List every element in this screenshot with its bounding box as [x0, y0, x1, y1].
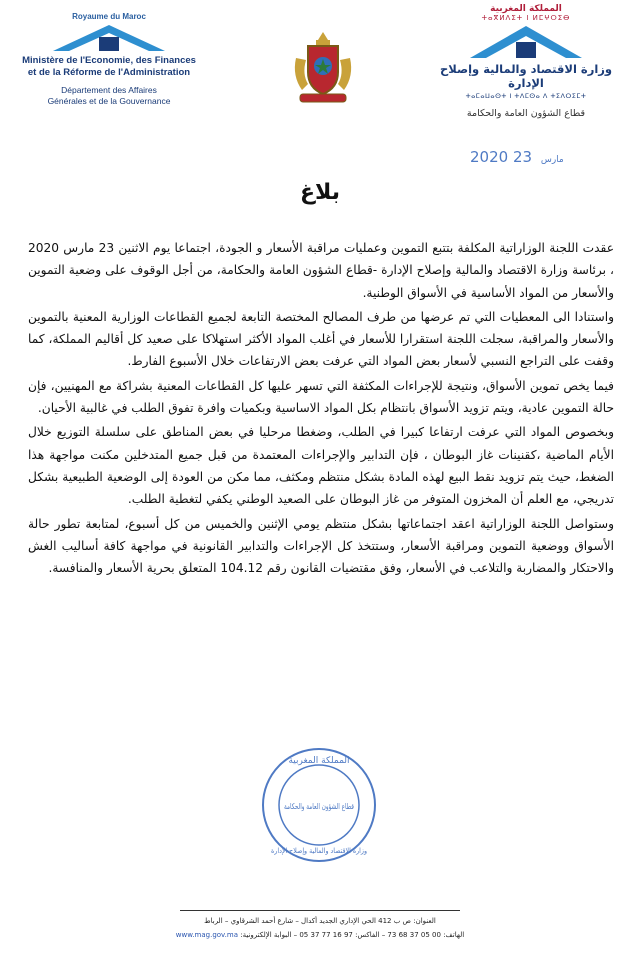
department-name-fr-2: Générales et de la Gouvernance [47, 96, 171, 106]
paragraph-1: عقدت اللجنة الوزاراتية المكلفة بتتبع التموين وعمليات مراقبة الأسعار و الجودة، اجتماعا يوم الاثنين 23 مارس 2020 ، برئاسة وزارة الاقتصاد والمالية وإصلاح الإدارة -قطاع الشؤون العامة والحكامة، من أجل الوقوف على وضعية التموين والأسعار من المواد الأساسية في الأسواق الوطنية. [28, 241, 614, 300]
footer-divider [180, 910, 460, 911]
paragraph-2: واستنادا الى المعطيات التي تم عرضها من طرف المصالح المختصة التابعة لجميع القطاعات الوزارية المعنية بالتموين والأسعار والمراقبة، سجلت اللجنة استقرارا للأسعار في أغلب المواد الأكثر استهلاكا على صعيد كل أقاليم المملكة، كما وقفت على التراجع النسبي لأسعار بعض المواد التي عرفت بعض الارتفاعات خلال الأسبوع الفارط. [28, 309, 614, 369]
ministry-roof-icon-ar [466, 24, 586, 60]
footer [150, 914, 490, 942]
seal-top-text: المملكة المغربية [288, 756, 350, 766]
ministry-name-fr-2: et de la Réforme de l'Administration [27, 67, 191, 78]
page-title: بلاغ [300, 180, 340, 205]
department-name-fr-1: Département des Affaires [61, 85, 157, 95]
ministry-name-fr-1: Ministère de l'Economie, des Finances [22, 55, 196, 66]
sector-name-ar: قطاع الشؤون العامة والحكامة [466, 108, 586, 119]
footer-website-link[interactable]: www.mag.gov.ma [175, 931, 238, 939]
ministry-logo-fr [14, 12, 204, 107]
paragraph-5: وستواصل اللجنة الوزاراتية اعقد اجتماعاتها بشكل منتظم يومي الإثنين والخميس من كل أسبوع، لمتابعة تطور حالة الأسواق ووضعية التموين ومراقبة الأسعار، وستتخذ كل الإجراءات والتدابير القانونية في مواجهة كافة أساليب الغش والاحتكار والمضاربة والتلاعب في الأسعار، وفق مقتضيات القانون رقم 104.12 المتعلق بحرية الأسعار والمنافسة. [28, 516, 614, 576]
seal-center-text: قطاع الشؤون العامة والحكامة [284, 802, 355, 811]
footer-address: العنوان: ص ب 412 الحي الإداري الجديد أكدال – شارع أحمد الشرقاوي – الرباط [204, 917, 436, 925]
coat-of-arms-icon [290, 28, 356, 106]
footer-contact: الهاتف: 00 05 37 68 73 – الفاكس: 97 16 77 37 05 – البوابة الإلكترونية: [240, 931, 465, 939]
ministry-name-tifinagh: ⵜⴰⵎⴰⵡⴰⵙⵜ ⵏ ⵜⴷⵎⵙⴰ ⴷ ⵜⵉⴷⵔⵉⵎⵜ [465, 92, 587, 100]
date-month: مارس [540, 155, 564, 165]
letterhead [0, 0, 640, 150]
ministry-logo-ar [426, 4, 626, 119]
communique-body [28, 237, 614, 581]
date-year: 2020 [470, 148, 509, 166]
paragraph-3: فيما يخص تموين الأسواق، ونتيجة للإجراءات المكثفة التي تسهر عليها كل القطاعات المعنية بشراكة مع المهنيين، فإن حالة التموين عادية، ويتم تزويد الأسواق بانتظام بكل المواد الاساسية وبكميات وافرة تفوق الطلب في غالبية الأحيان. [28, 378, 614, 416]
kingdom-label-ar: المملكة المغربية [490, 4, 562, 14]
date-day: 23 [512, 148, 533, 166]
date-stamp [470, 148, 568, 166]
paragraph-4: وبخصوص المواد التي عرفت ارتفاعا كبيرا في الطلب، وضغطا مرحليا في بعض المناطق على سلسلة التوزيع خلال الأيام الماضية ،كقنينات غاز البوطان ، فإن التدابير والإجراءات المعتمدة من قبل جميع المتدخلين مكنت مواجهة هذا الضغط، حيث يتم تزويد نقط البيع لهذه المادة بشكل منتظم ومكثف، مما مكن من العودة إلى الوضعية الطبيعية بشكل تدريجي، مع العلم أن المخزون المتوفر من غاز البوطان على الصعيد الوطني يكفي لتغطية الطلب. [28, 425, 614, 507]
official-seal-stamp [259, 745, 379, 865]
kingdom-label-fr: Royaume du Maroc [72, 12, 146, 21]
ministry-name-ar: وزارة الاقتصاد والمالية وإصلاح الإدارة [439, 62, 613, 90]
kingdom-label-tifinagh: ⵜⴰⴳⵍⴷⵉⵜ ⵏ ⵍⵎⵖⵔⵉⴱ [481, 14, 571, 22]
footer-contact-row [150, 928, 490, 942]
seal-rim-text: وزارة الاقتصاد والمالية وإصلاح الإدارة [271, 847, 367, 855]
ministry-roof-icon [49, 23, 169, 53]
